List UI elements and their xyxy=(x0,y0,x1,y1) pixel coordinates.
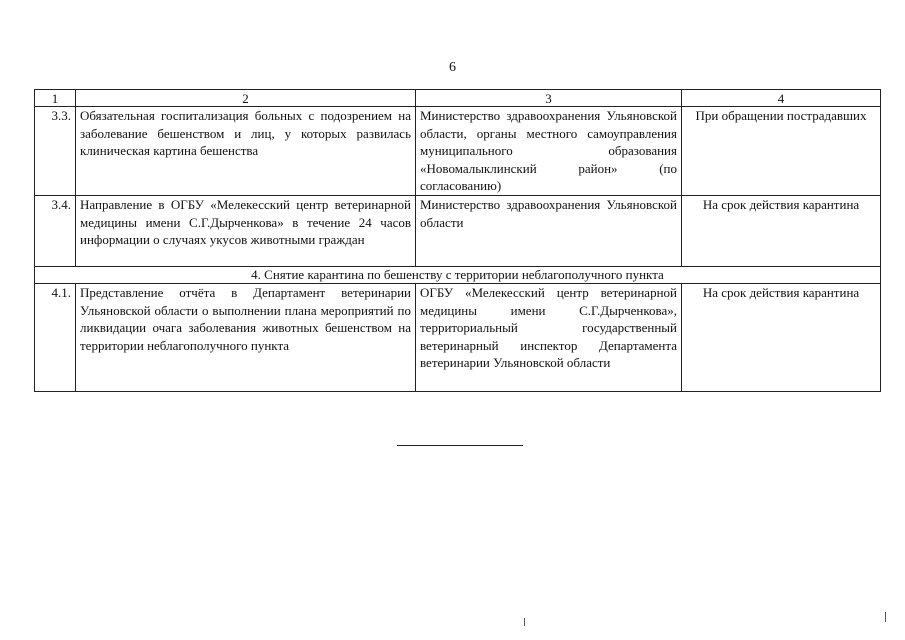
scan-speck xyxy=(524,618,525,626)
column-header: 4 xyxy=(682,90,881,107)
section-title: 4. Снятие карантина по бешенству с территории неблагополучного пункта xyxy=(35,267,881,284)
table-row xyxy=(35,107,881,196)
row-action: Направление в ОГБУ «Мелекесский центр ветеринарной медицины имени С.Г.Дырченкова» в течение 24 часов информации о случаях укусов животными граждан xyxy=(76,196,416,267)
section-row xyxy=(35,267,881,284)
table-row xyxy=(35,196,881,267)
column-header: 3 xyxy=(416,90,682,107)
row-term: На срок действия карантина xyxy=(682,196,881,267)
row-term: На срок действия карантина xyxy=(682,284,881,392)
measures-table xyxy=(34,89,881,392)
row-term: При обращении пострадавших xyxy=(682,107,881,196)
scan-speck xyxy=(885,612,886,622)
row-number: 3.3. xyxy=(35,107,76,196)
end-of-document-rule xyxy=(397,445,523,446)
row-number: 4.1. xyxy=(35,284,76,392)
table-header-row xyxy=(35,90,881,107)
page-number: 6 xyxy=(449,60,456,75)
row-responsible: Министерство здравоохранения Ульяновской области xyxy=(416,196,682,267)
row-number: 3.4. xyxy=(35,196,76,267)
row-responsible: ОГБУ «Мелекесский центр ветеринарной медицины имени С.Г.Дырченкова», территориальный государственный ветеринарный инспектор Департамента ветеринарии Ульяновской области xyxy=(416,284,682,392)
row-responsible: Министерство здравоохранения Ульяновской области, органы местного самоуправления муниципального образования «Новомалыклинский район» (по согласованию) xyxy=(416,107,682,196)
column-header: 1 xyxy=(35,90,76,107)
row-action: Обязательная госпитализация больных с подозрением на заболевание бешенством и лиц, у которых развилась клиническая картина бешенства xyxy=(76,107,416,196)
row-action: Представление отчёта в Департамент ветеринарии Ульяновской области о выполнении плана мероприятий по ликвидации очага заболевания животных бешенством на территории неблагополучного пункта xyxy=(76,284,416,392)
table-row xyxy=(35,284,881,392)
column-header: 2 xyxy=(76,90,416,107)
